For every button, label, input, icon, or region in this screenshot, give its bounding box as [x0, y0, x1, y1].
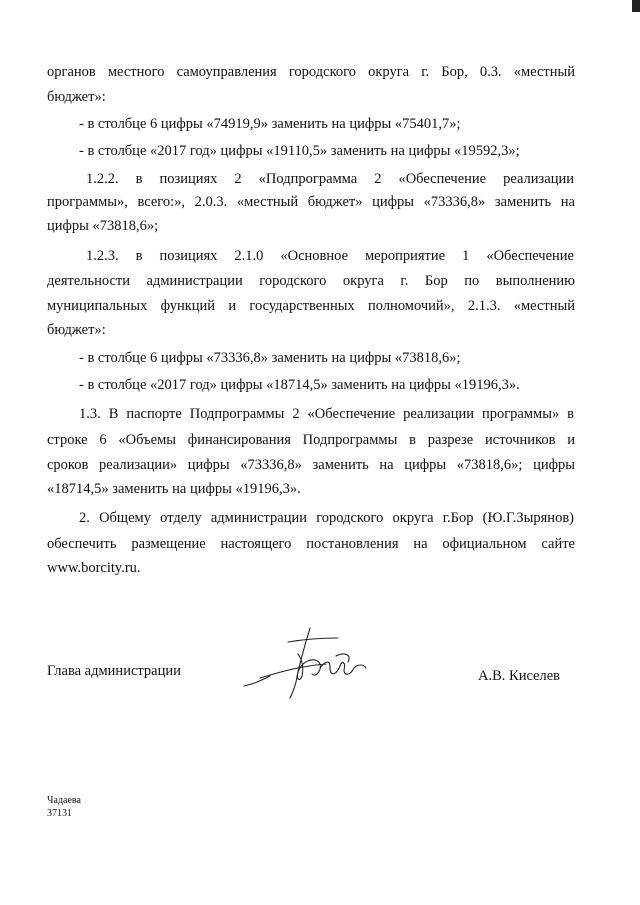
signatory-title: Глава администрации	[47, 663, 181, 679]
text-line-7: цифры «73818,6»;	[47, 218, 159, 234]
corner-mark	[632, 0, 640, 12]
text-line-10: муниципальных функций и государственных полномочий», 2.1.3. «местный	[47, 298, 575, 314]
text-line-16: сроков реализации» цифры «73336,8» заменить на цифры «73818,6»; цифры	[47, 457, 575, 473]
text-line-2: бюджет»:	[47, 89, 106, 105]
text-line-1: органов местного самоуправления городского округа г. Бор, 0.3. «местный	[47, 64, 575, 80]
footer-author: Чадаева	[47, 795, 81, 806]
text-line-4: - в столбце «2017 год» цифры «19110,5» заменить на цифры «19592,3»;	[79, 143, 520, 159]
text-line-9: деятельности администрации городского округа г. Бор по выполнению	[47, 273, 575, 289]
text-line-13: - в столбце «2017 год» цифры «18714,5» заменить на цифры «19196,3».	[79, 377, 520, 393]
text-line-20: www.borcity.ru.	[47, 560, 141, 576]
text-line-6: программы», всего:», 2.0.3. «местный бюджет» цифры «73336,8» заменить на	[47, 194, 575, 210]
text-line-8: 1.2.3. в позициях 2.1.0 «Основное мероприятие 1 «Обеспечение	[86, 248, 574, 264]
text-line-11: бюджет»:	[47, 322, 106, 338]
text-line-17: «18714,5» заменить на цифры «19196,3».	[47, 481, 301, 497]
text-line-15: строке 6 «Объемы финансирования Подпрограммы в разрезе источников и	[47, 432, 575, 448]
text-line-18: 2. Общему отделу администрации городского округа г.Бор (Ю.Г.Зырянов)	[79, 510, 574, 526]
text-line-19: обеспечить размещение настоящего постановления на официальном сайте	[47, 536, 575, 552]
text-line-3: - в столбце 6 цифры «74919,9» заменить на цифры «75401,7»;	[79, 116, 461, 132]
handwritten-signature	[240, 620, 380, 700]
footer-phone: 37131	[47, 808, 72, 819]
text-line-5: 1.2.2. в позициях 2 «Подпрограмма 2 «Обеспечение реализации	[86, 171, 574, 187]
text-line-12: - в столбце 6 цифры «73336,8» заменить на цифры «73818,6»;	[79, 350, 461, 366]
signatory-name: А.В. Киселев	[478, 668, 561, 684]
text-line-14: 1.3. В паспорте Подпрограммы 2 «Обеспечение реализации программы» в	[79, 406, 574, 422]
